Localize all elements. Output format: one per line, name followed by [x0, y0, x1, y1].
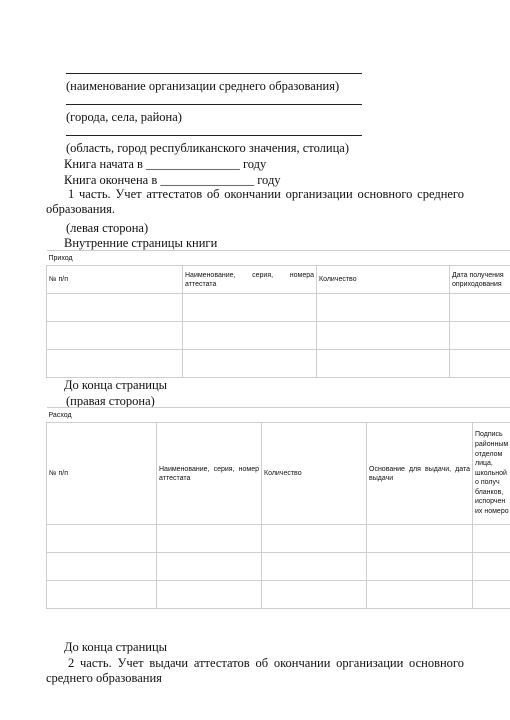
expense-header-row — [47, 423, 510, 525]
table-cell — [450, 294, 510, 322]
table-cell — [317, 322, 450, 350]
table-row — [47, 525, 510, 553]
income-col-name: Наименование, серия, номера аттестата — [183, 266, 317, 294]
city-line — [66, 104, 362, 105]
table-cell — [183, 294, 317, 322]
table-cell — [473, 553, 510, 581]
table-cell — [473, 581, 510, 609]
city-caption: (города, села, района) — [66, 110, 182, 124]
table-row — [47, 322, 510, 350]
book-finished-line: Книга окончена в _______________ году — [64, 173, 281, 187]
part1-title: 1 часть. Учет аттестатов об окончании организации основного среднего образования. — [46, 187, 464, 216]
expense-col-signature — [473, 423, 510, 525]
table-cell — [317, 294, 450, 322]
table-cell — [157, 553, 262, 581]
table-cell — [473, 525, 510, 553]
income-col-quantity: Количество — [317, 266, 450, 294]
org-name-caption: (наименование организации среднего образования) — [66, 79, 340, 93]
table-cell — [183, 322, 317, 350]
table-cell — [157, 581, 262, 609]
table-row — [47, 350, 510, 378]
region-line — [66, 135, 362, 136]
table-cell — [367, 525, 473, 553]
table-cell — [47, 294, 183, 322]
table-cell — [47, 525, 157, 553]
table-cell — [47, 322, 183, 350]
table-cell — [367, 553, 473, 581]
table-cell — [450, 322, 510, 350]
signature-line: о получ — [475, 479, 500, 487]
right-side-label: (правая сторона) — [66, 394, 155, 408]
left-side-label: (левая сторона) — [66, 221, 149, 235]
table-row — [47, 294, 510, 322]
book-started-line: Книга начата в _______________ году — [64, 157, 267, 171]
table-row — [47, 581, 510, 609]
org-name-line — [66, 73, 362, 74]
expense-col-basis: Основание для выдачи, дата выдачи — [367, 423, 473, 525]
signature-line: Подпись — [475, 431, 503, 439]
table-cell — [450, 350, 510, 378]
table-cell — [262, 581, 367, 609]
expense-table — [46, 407, 510, 609]
inner-pages-label: Внутренние страницы книги — [64, 236, 218, 250]
expense-col-quantity: Количество — [262, 423, 367, 525]
signature-line: школьной — [475, 469, 507, 477]
table-cell — [47, 581, 157, 609]
signature-line: отделом — [475, 450, 503, 458]
page-end-label-1: До конца страницы — [64, 378, 168, 392]
income-col-date: Дата получения оприходования — [450, 266, 510, 294]
region-caption: (область, город республиканского значения, столица) — [66, 141, 350, 155]
table-cell — [47, 553, 157, 581]
table-cell — [157, 525, 262, 553]
part2-title: 2 часть. Учет выдачи аттестатов об окончании организации основного среднего образования — [46, 656, 464, 685]
signature-line: бланков, — [475, 488, 504, 496]
signature-line: их номеро — [475, 508, 509, 516]
expense-caption: Расход — [47, 408, 510, 423]
income-header-row — [47, 266, 510, 294]
income-table — [46, 250, 510, 378]
income-col-number: № п/п — [47, 266, 183, 294]
signature-line: районным — [475, 440, 509, 448]
table-cell — [262, 525, 367, 553]
signature-line: лица, — [475, 460, 493, 468]
income-caption: Приход — [47, 251, 510, 266]
table-cell — [262, 553, 367, 581]
signature-line: испорчен — [475, 498, 506, 506]
table-cell — [317, 350, 450, 378]
table-row — [47, 553, 510, 581]
expense-col-name: Наименование, серия, номер аттестата — [157, 423, 262, 525]
table-cell — [367, 581, 473, 609]
table-cell — [183, 350, 317, 378]
page-end-label-2: До конца страницы — [64, 640, 168, 654]
expense-col-number: № п/п — [47, 423, 157, 525]
table-cell — [47, 350, 183, 378]
